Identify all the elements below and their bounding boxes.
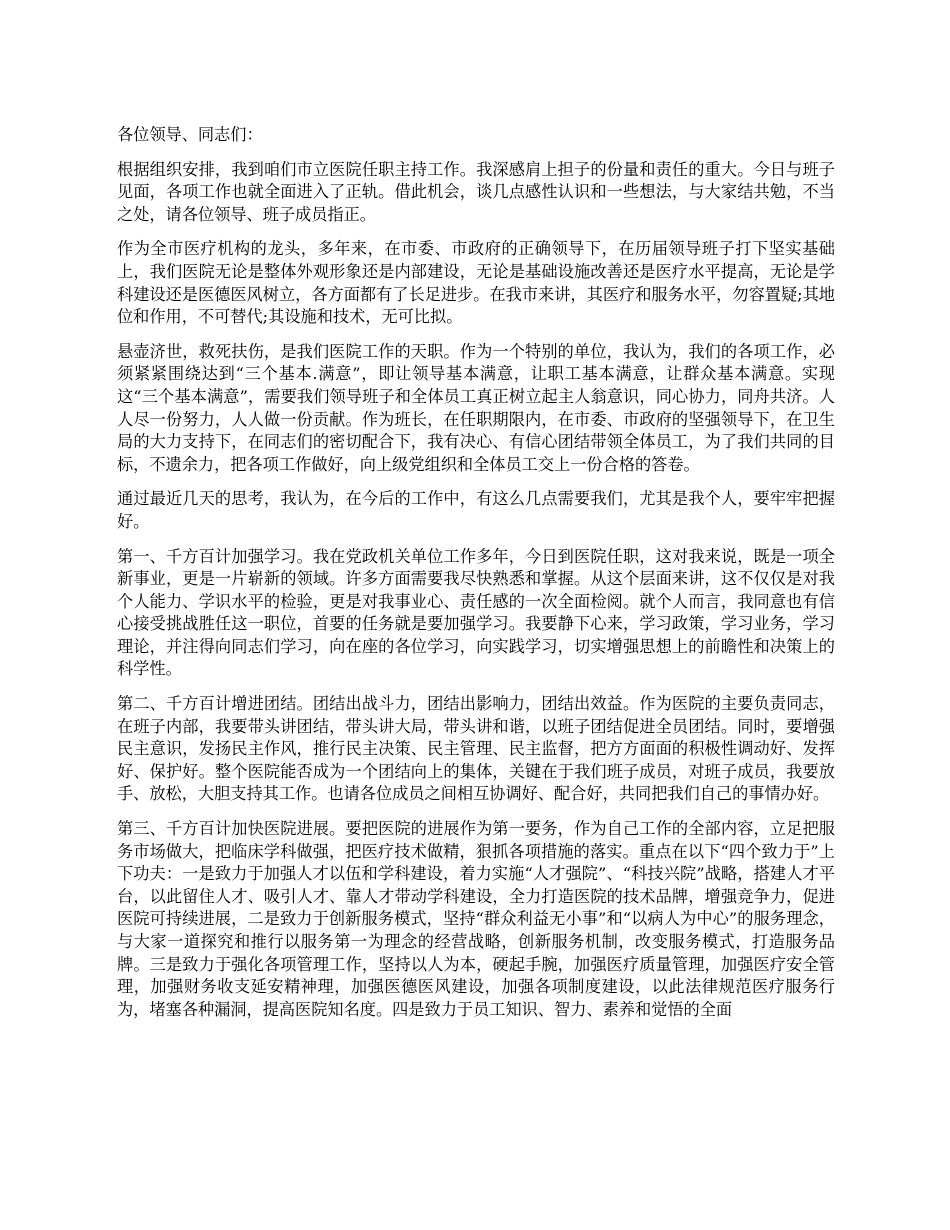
paragraph-7: 第三、千方百计加快医院进展。要把医院的进展作为第一要务，作为自己工作的全部内容，立足把服务市场做大，把临床学科做强，把医疗技术做精，狠抓各项措施的落实。重点在以下“四个致力于”上下功夫：一是致力于加强人才以伍和学科建设，着力实施“人才强院”、“科技兴院”战略，搭建人才平台，以此留住人才、吸引人才、靠人才带动学科建设，全力打造医院的技术品牌，增强竞争力，促进医院可持续进展，二是致力于创新服务模式，坚持“群众利益无小事”和“以病人为中心”的服务理念，与大家一道探究和推行以服务第一为理念的经营战略，创新服务机制，改变服务模式，打造服务品牌。三是致力于强化各项管理工作，坚持以人为本，硬起手腕，加强医疗质量管理，加强医疗安全管理，加强财务收支延安精神理，加强医德医风建设，加强各项制度建设，以此法律规范医疗服务行为，堵塞各种漏洞，提高医院知名度。四是致力于员工知识、智力、素养和觉悟的全面 xyxy=(117,819,835,1019)
paragraph-2: 作为全市医疗机构的龙头，多年来，在市委、市政府的正确领导下，在历届领导班子打下坚实基础上，我们医院无论是整体外观形象还是内部建设，无论是基础设施改善还是医疗水平提高，无论是学科建设还是医德医风树立，各方面都有了长足进步。在我市来讲，其医疗和服务水平，勿容置疑;其地位和作用，不可替代;其设施和技术，无可比拟。 xyxy=(117,239,835,327)
paragraph-6: 第二、千方百计增进团结。团结出战斗力，团结出影响力，团结出效益。作为医院的主要负责同志，在班子内部，我要带头讲团结，带头讲大局，带头讲和谐，以班子团结促进全员团结。同时，要增强民主意识，发扬民主作风，推行民主决策、民主管理、民主监督，把方方面面的积极性调动好、发挥好、保护好。整个医院能否成为一个团结向上的集体，关键在于我们班子成员，对班子成员，我要放手、放松，大胆支持其工作。也请各位成员之间相互协调好、配合好，共同把我们自己的事情办好。 xyxy=(117,694,835,804)
greeting: 各位领导、同志们： xyxy=(117,125,263,144)
paragraph-5: 第一、千方百计加强学习。我在党政机关单位工作多年，今日到医院任职，这对我来说，既是一项全新事业，更是一片崭新的领域。许多方面需要我尽快熟悉和掌握。从这个层面来讲，这不仅仅是对我个人能力、学识水平的检验，更是对我事业心、责任感的一次全面检阅。就个人而言，我同意也有信心接受挑战胜任这一职位，首要的任务就是要加强学习。我要静下心来，学习政策，学习业务，学习理论，并注得向同志们学习，向在座的各位学习，向实践学习，切实增强思想上的前瞻性和决策上的科学性。 xyxy=(117,546,835,679)
paragraph-4: 通过最近几天的思考，我认为，在今后的工作中，有这么几点需要我们，尤其是我个人，要牢牢把握好。 xyxy=(117,489,835,531)
paragraph-1: 根据组织安排，我到咱们市立医院任职主持工作。我深感肩上担子的份量和责任的重大。今日与班子见面，各项工作也就全面进入了正轨。借此机会，谈几点感性认识和一些想法，与大家结共勉，不当之处，请各位领导、班子成员指正。 xyxy=(117,159,835,224)
paragraph-3: 悬壶济世，救死扶伤，是我们医院工作的天职。作为一个特别的单位，我认为，我们的各项工作，必须紧紧围绕达到“三个基本.满意”，即让领导基本满意，让职工基本满意，让群众基本满意。实现这“三个基本满意”，需要我们领导班子和全体员工真正树立起主人翁意识，同心协力，同舟共济。人人尽一份努力，人人做一份贡献。作为班长，在任职期限内，在市委、市政府的坚强领导下，在卫生局的大力支持下，在同志们的密切配合下，我有决心、有信心团结带领全体员工，为了我们共同的目标，不遗余力，把各项工作做好，向上级党组织和全体员工交上一份合格的答卷。 xyxy=(117,341,835,474)
document-body xyxy=(117,124,835,1033)
